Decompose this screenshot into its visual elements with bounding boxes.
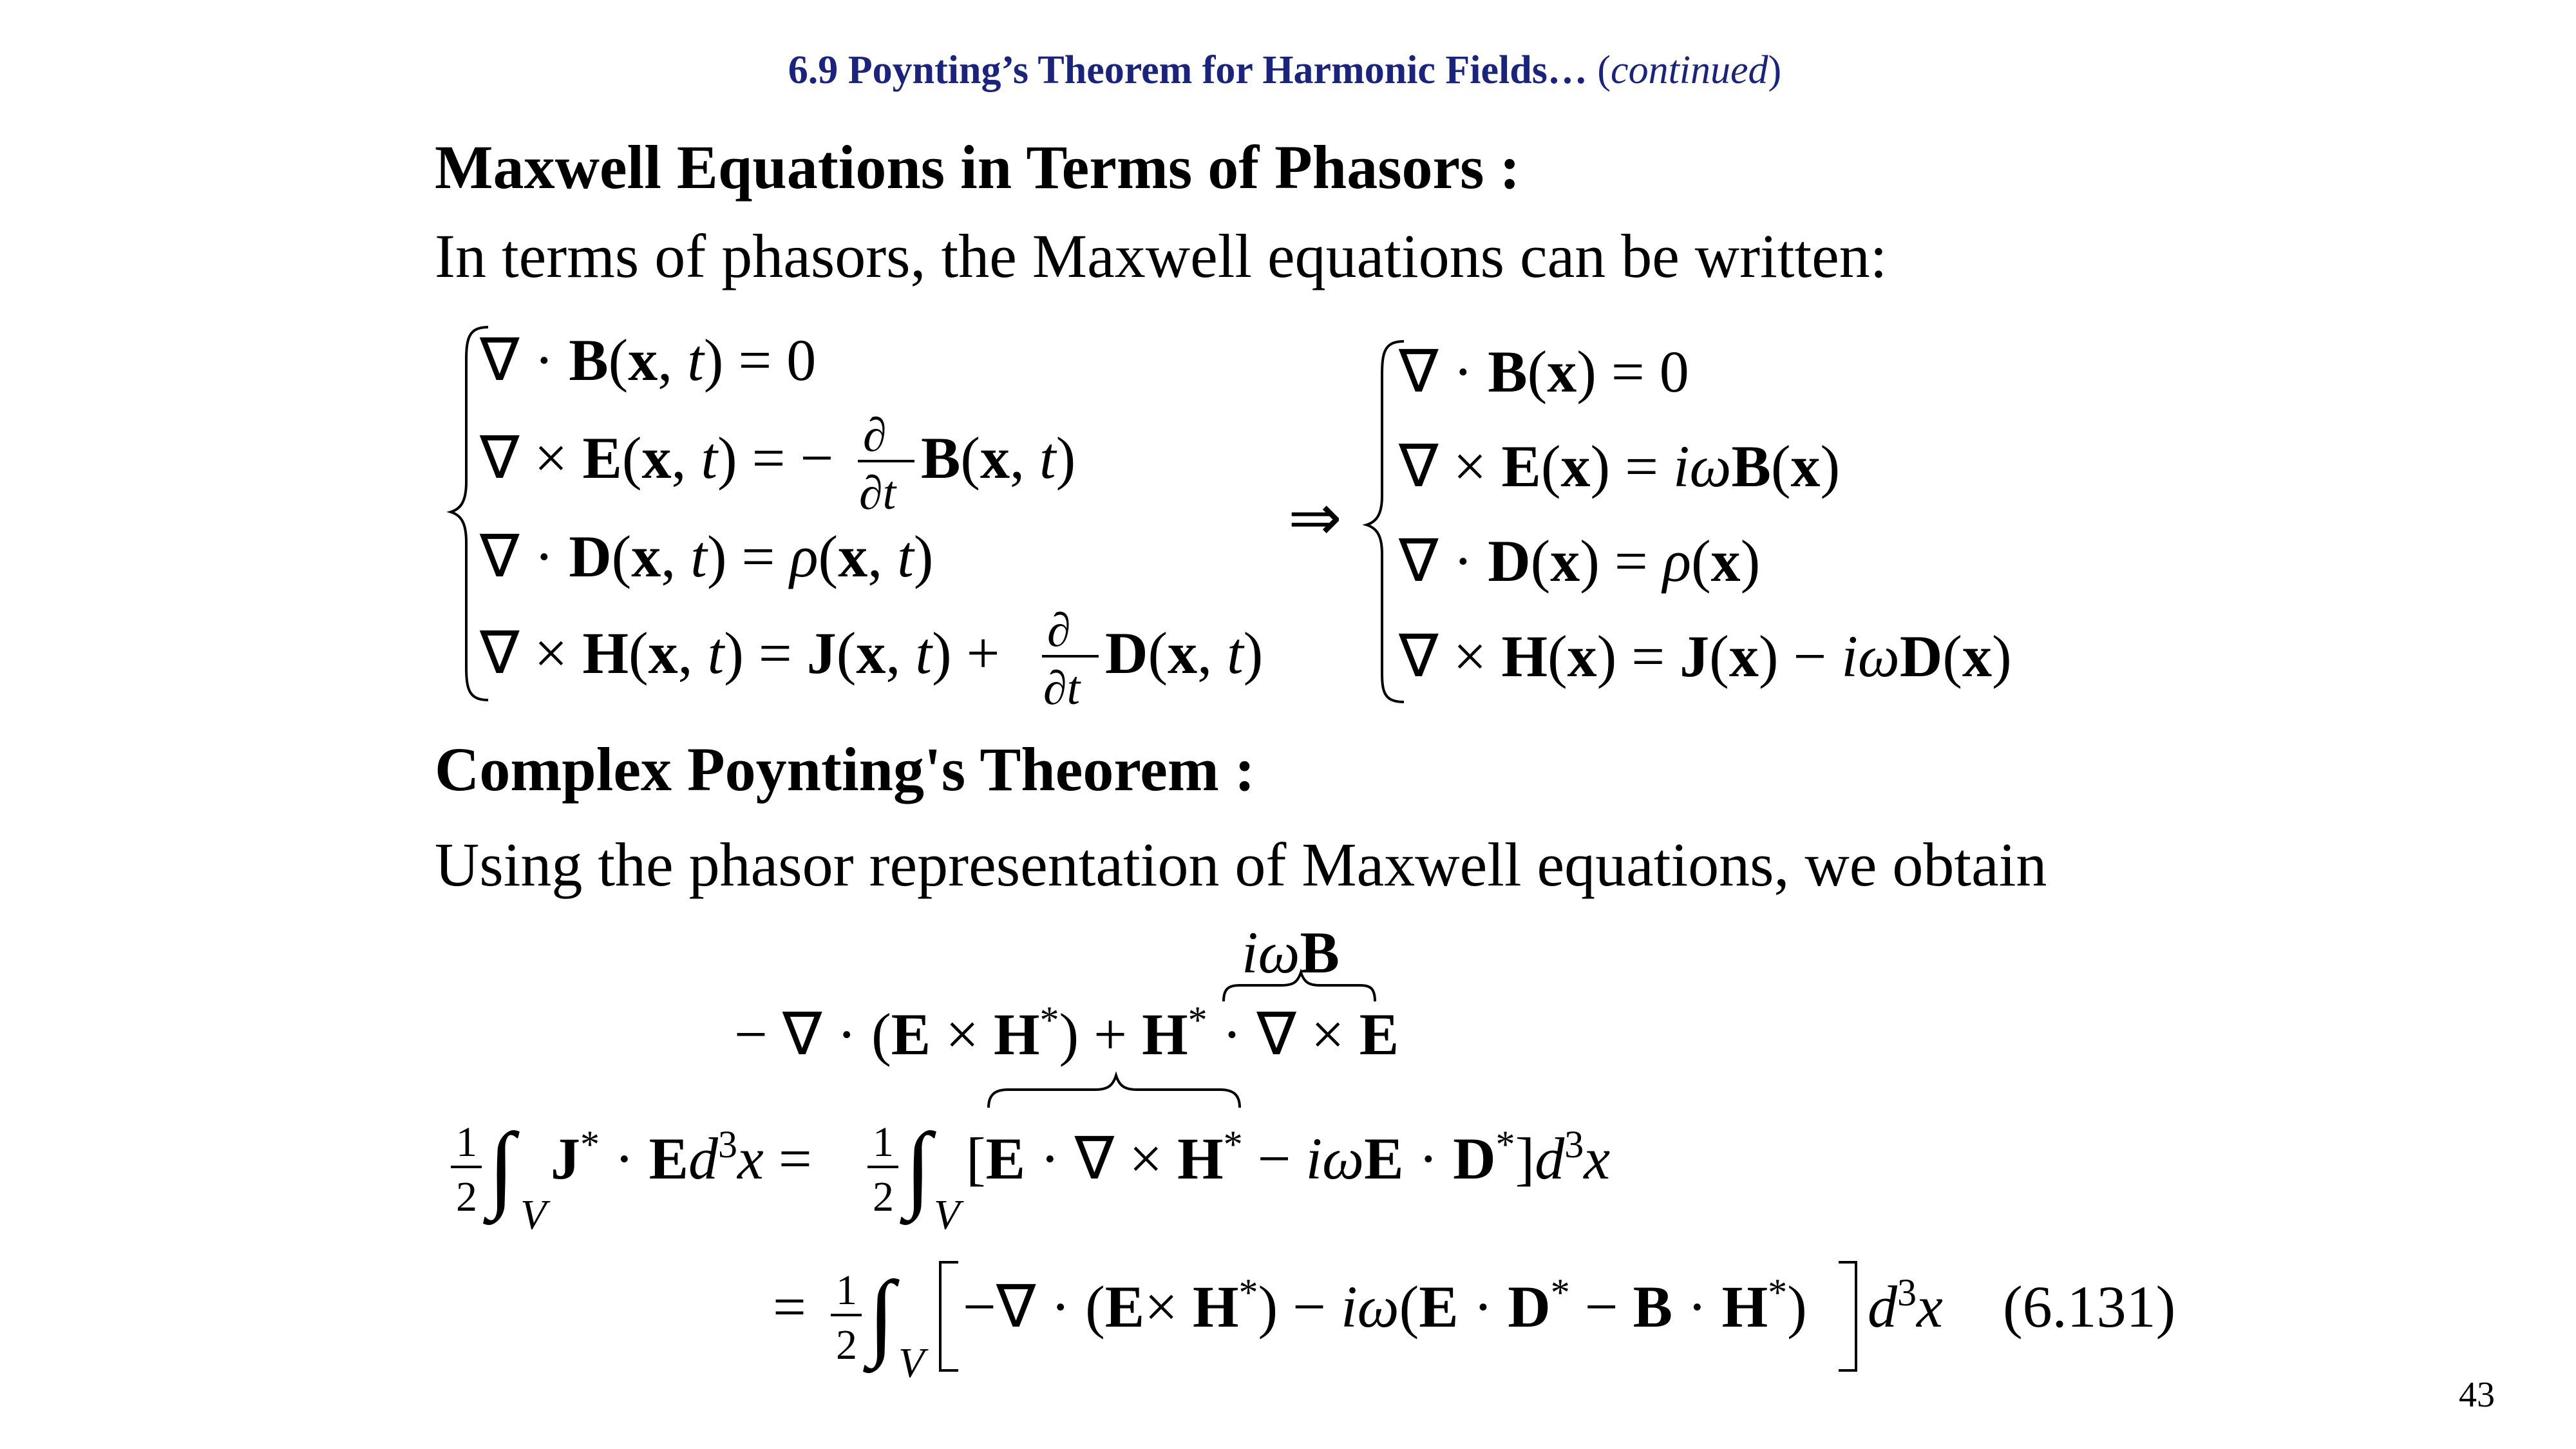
rhs-integrand-2: −∇ · (E× H*) − iω(E · D* − B · H*) (963, 1271, 1807, 1340)
eq-curl-h-phasor: ∇ × H(x) = J(x) − iωD(x) (1399, 623, 2012, 689)
rhs-integrand-1: [E · ∇ × $H^* - i\omega E \cdot D^*]d^3x$ (966, 1123, 1611, 1191)
implies-arrow: ⇒ (1288, 482, 1342, 554)
intro-text-complex-poynting: Using the phasor representation of Maxwell equations, we obtain (435, 830, 2047, 899)
lhs-integrand: $J^* \cdot Ed^3x$ = (551, 1123, 812, 1191)
integral-sign-1: ∫ (488, 1113, 515, 1220)
differential-d3x: $d^3x$ (1868, 1271, 1943, 1340)
integral-sign-3: ∫ (868, 1262, 895, 1368)
annotation-i-omega-b: iωB (1242, 920, 1340, 985)
eq-div-d-phasor: ∇ · D(x) = ρ(x) (1399, 528, 1761, 594)
eq-curl-e-time-rhs: B(x, t) (921, 425, 1076, 491)
eq-curl-e-phasor: ∇ × E(x) = iωB(x) (1399, 433, 1841, 499)
half-denominator-1: 2 (456, 1173, 477, 1220)
eq-div-b-time: ∇ · B(x, t) = 0 (480, 327, 817, 393)
half-numerator-1: 1 (456, 1119, 477, 1166)
underbrace-e-curl-h (989, 1075, 1240, 1108)
section-heading-complex-poynting: Complex Poynting's Theorem : (435, 735, 1255, 804)
header-continued: (continued) (1597, 48, 1782, 92)
left-big-bracket (940, 1262, 958, 1370)
intro-text-phasors: In terms of phasors, the Maxwell equations can be written: (435, 222, 1888, 290)
partial-numerator-2: ∂ (1047, 604, 1071, 657)
half-denominator-3: 2 (836, 1321, 857, 1368)
half-denominator-2: 2 (873, 1173, 894, 1220)
eq-curl-h-time: ∇ × H(x, t) = J(x, t) + (480, 620, 1000, 686)
partial-denominator-1: ∂t (859, 467, 896, 520)
integral-limit-v-1: V (520, 1191, 547, 1238)
equals-sign-line-2: = (773, 1274, 806, 1340)
section-heading-phasors: Maxwell Equations in Terms of Phasors : (435, 133, 1520, 202)
eq-div-d-time: ∇ · D(x, t) = ρ(x, t) (480, 524, 934, 589)
partial-denominator-2: ∂t (1043, 662, 1081, 715)
half-numerator-2: 1 (873, 1119, 894, 1166)
eq-div-b-phasor: ∇ · B(x) = 0 (1399, 339, 1689, 404)
right-big-bracket (1839, 1262, 1856, 1370)
integral-sign-2: ∫ (905, 1113, 932, 1220)
integral-limit-v-3: V (898, 1340, 925, 1387)
equation-number: (6.131) (2003, 1274, 2176, 1340)
partial-numerator-1: ∂ (863, 409, 887, 462)
eq-curl-h-time-rhs: D(x, t) (1105, 620, 1264, 686)
half-numerator-3: 1 (836, 1267, 857, 1314)
page-number: 43 (2459, 1375, 2495, 1415)
eq-curl-e-time: ∇ × E(x, t) = − (480, 425, 834, 491)
header-title: 6.9 Poynting’s Theorem for Harmonic Fields… (788, 48, 1587, 92)
integral-limit-v-2: V (934, 1191, 960, 1238)
annotation-div-poynting: − ∇ · (E × H*) + H* · ∇ × E (734, 999, 1399, 1067)
